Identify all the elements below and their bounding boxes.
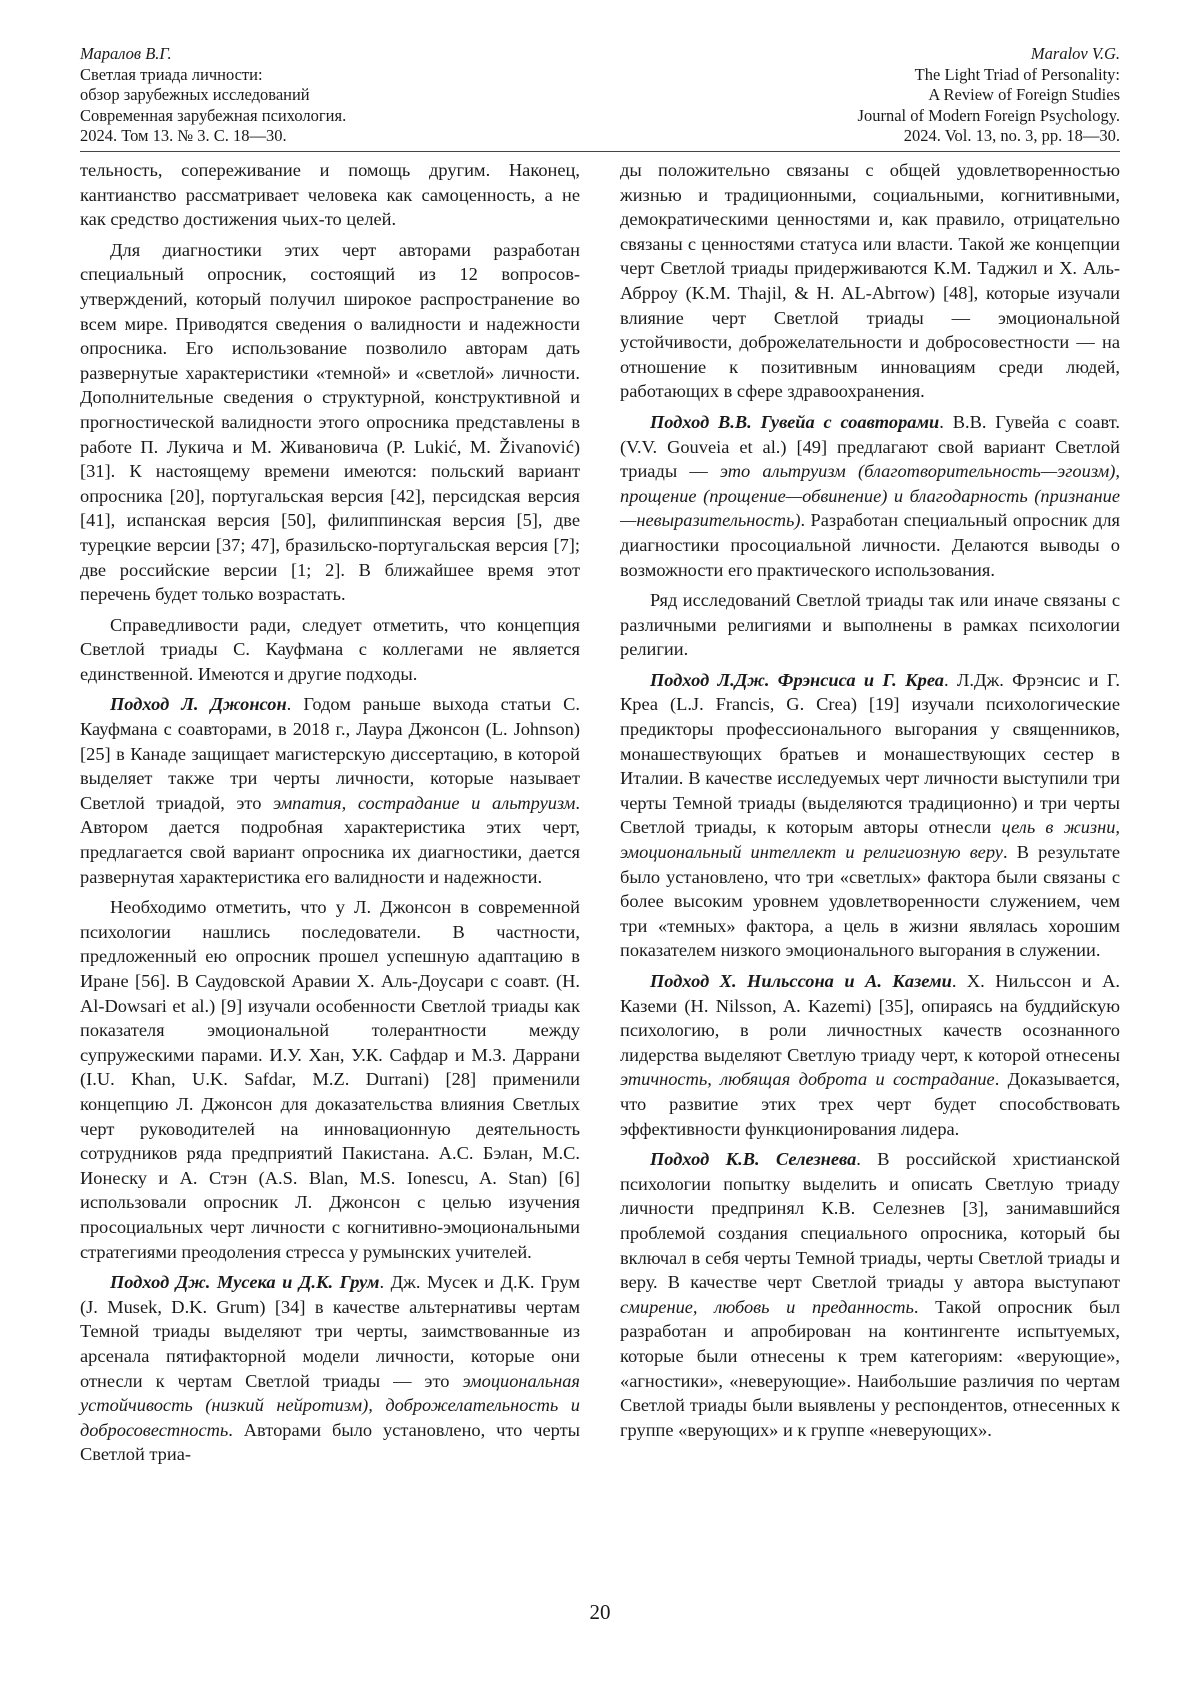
header-journal-en: Journal of Modern Foreign Psychology. [857,105,1120,125]
paragraph: Справедливости ради, следует отметить, что концепция Светлой триады С. Кауфмана с коллегами не является единственной. Имеются и другие подходы. [80,614,580,684]
emphasis-text: это альтруизм (благотворительность—эгоизм), прощение (прощение—обвинение) и благодарность (признание—невыразительность) [620,461,1121,531]
paragraph-text: . Годом раньше выхода статьи С. Кауфмана с соавторами, в 2018 г., Лаура Джонсон (L. Johnson) [25] в Канаде защищает магистерскую диссертацию, в которой выделяет также три черты личности, которые называет Светлой триадой, это [80,694,580,813]
approach-heading: Подход Х. Нильссона и А. Каземи [650,971,952,991]
paragraph-text: . Л.Дж. Фрэнсис и Г. Креа (L.J. Francis, G. Crea) [19] изучали психологические предикторы профессионального выгорания у священников, монашествующих братьев и монашествующих сестер в Италии. В качестве исследуемых черт личности выступили три черты Темной триады (выделяются традиционно) и три черты Светлой триады, к которым авторы отнесли [620,669,1120,838]
paragraph-text: . Дж. Мусек и Д.К. Грум (J. Musek, D.K. Grum) [34] в качестве альтернативы чертам Темной триады выделяют три черты, заимствованные из арсенала пятифакторной модели личности, которые они отнесли к чертам Светлой триады — это [80,1272,580,1391]
paragraph [620,410,1120,582]
paragraph-text: . Автором дается подробная характеристика этих черт, предлагается свой вариант опросника их диагностики, дается развернутая характеристика его валидности и надежности. [80,792,580,887]
paragraph [620,969,1120,1141]
approach-heading: Подход Дж. Мусека и Д.К. Грум [110,1272,380,1293]
header-journal-ru: Современная зарубежная психология. [80,105,347,125]
paragraph: Необходимо отметить, что у Л. Джонсон в современной психологии нашлись последователи. В частности, предложенный ею опросник прошел успешную адаптацию в Иране [56]. В Саудовской Аравии Х. Аль-Доусари с соавт. (H. Al-Dowsari et al.) [9] изучали особенности Светлой триады как показателя эмоциональной толерантности между супружескими парами. И.У. Хан, У.К. Сафдар и М.З. Даррани (I.U. Khan, U.K. Safdar, M.Z. Durrani) [28] применили концепцию Л. Джонсон для доказательства влияния Светлых черт руководителей на инновационную деятельность сотрудников ряда предприятий Пакистана. А.С. Бэлан, М.С. Ионеску и А. Стэн (A.S. Blan, M.S. Ionescu, A. Stan) [6] использовали опросник Л. Джонсон с целью изучения просоциальных черт личности с когнитивно-эмоциональными стратегиями преодоления стресса у румынских учителей. [80,897,580,1262]
header-title-en-2: A Review of Foreign Studies [928,85,1120,104]
approach-heading: Подход Л. Джонсон [110,694,287,715]
paragraph: Ряд исследований Светлой триады так или иначе связаны с различными религиями и выполнены в рамках психологии религии. [620,590,1120,660]
paragraph [620,668,1120,963]
header-author-en: Maralov V.G. [1030,44,1120,63]
left-column [80,158,580,1467]
emphasis-text: эмпатия, сострадание и альтруизм [273,792,576,813]
paragraph: Для диагностики этих черт авторами разработан специальный опросник, состоящий из 12 вопросов-утверждений, который получил широкое распространение во всем мире. Приводятся сведения о валидности и надежности опросника. Его использование позволило авторам дать развернутые характеристики «темной» и «светлой» личности. Дополнительные сведения о структурной, конструктивной и прогностической валидности этого опросника представлены в работе П. Лукича и М. Живановича (P. Lukić, M. Živanović) [31]. К настоящему времени имеются: польский вариант опросника [20], португальская версия [42], персидская версия [41], испанская версия [50], филиппинская версия [5], две турецкие версии [37; 47], бразильско-португальская версия [7]; две российские версии [1; 2]. В ближайшее время этот перечень будет только возрастать. [80,239,580,605]
right-column [620,158,1120,1442]
header-left-ru [80,44,346,147]
emphasis-text: цель в жизни, эмоциональный интеллект и религиозную веру [620,817,1120,863]
approach-heading: Подход Л.Дж. Фрэнсиса и Г. Креа [650,669,944,690]
header-right-en [858,44,1120,147]
paragraph-text: . Доказывается, что развитие этих трех черт будет способствовать эффективности функционирования лидера. [620,1069,1121,1139]
paragraph-text: . Авторами было установлено, что черты Светлой триа- [80,1419,580,1465]
header-issue-en: 2024. Vol. 13, no. 3, pp. 18—30. [903,126,1120,145]
paragraph-text: . Разработан специальный опросник для диагностики просоциальной личности. Делаются выводы о возможности его практического использования. [620,510,1120,580]
paragraph: ды положительно связаны с общей удовлетворенностью жизнью и традиционными, социальными, когнитивными, демократическими ценностями и, как правило, отрицательно связаны с ценностями статуса или власти. Такой же концепции черт Светлой триады придерживаются К.М. Таджил и Х. Аль-Абрроу (K.M. Thajil, & H. AL-Abrrow) [48], которые изучали влияние черт Светлой триады — эмоциональной устойчивости, доброжелательности и добросовестности — на отношение к позитивным инновациям среди людей, работающих в сфере здравоохранения. [620,160,1120,402]
paragraph-text: . В.В. Гувейа с соавт. (V.V. Gouveia et al.) [49] предлагают свой вариант Светлой триады — [620,411,1120,482]
paragraph [80,692,580,889]
emphasis-text: смирение, любовь и преданность [620,1296,914,1317]
page-number: 20 [589,1600,611,1624]
paragraph [620,1147,1120,1442]
header-title-ru-1: Светлая триада личности: [80,64,263,84]
running-header [80,44,1120,144]
header-author-ru: Маралов В.Г. [80,44,172,63]
approach-heading: Подход К.В. Селезнева [650,1149,857,1170]
paragraph-text: . Х. Нильссон и А. Каземи (H. Nilsson, A. Kazemi) [35], опираясь на буддийскую психологию, в роли личностных качеств осознанного лидерства выделяют Светлую триаду черт, к которой отнесены [620,971,1121,1065]
header-issue-ru: 2024. Том 13. № 3. С. 18—30. [80,126,287,145]
approach-heading: Подход В.В. Гувейа с соавторами [650,411,940,432]
emphasis-text: эмоциональная устойчивость (низкий нейротизм), доброжелательность и добросовестность [80,1370,580,1440]
header-divider [80,151,1120,152]
paragraph-text: . В результате было установлено, что три «светлых» фактора были связаны с более высоким уровнем удовлетворенности служением, чем три «темных» фактора, а цель в жизни являлась хорошим показателем низкого эмоционального выгорания в служении. [620,842,1120,961]
emphasis-text: этичность, любящая доброта и сострадание [620,1069,995,1090]
header-title-ru-2: обзор зарубежных исследований [80,85,310,104]
paragraph-text: . Такой опросник был разработан и апробирован на контингенте испытуемых, которые были отнесены к трем категориям: «верующие», «агностики», «неверующие». Наибольшие различия по чертам Светлой триады были выявлены у респондентов, отнесенных к группе «верующих» и к группе «неверующих». [620,1296,1120,1440]
paragraph: тельность, сопереживание и помощь другим. Наконец, кантианство рассматривает человека как самоценность, а не как средство достижения чьих-то целей. [80,160,580,230]
paragraph [80,1270,580,1467]
header-title-en-1: The Light Triad of Personality: [914,64,1120,84]
paragraph-text: . В российской христианской психологии попытку выделить и описать Светлую триаду личности предпринял К.В. Селезнев [3], занимавшийся проблемой создания специального опросника, который бы включал в себя черты Темной триады, черты Светлой триады и веру. В качестве черт Светлой триады у автора выступают [620,1149,1120,1293]
